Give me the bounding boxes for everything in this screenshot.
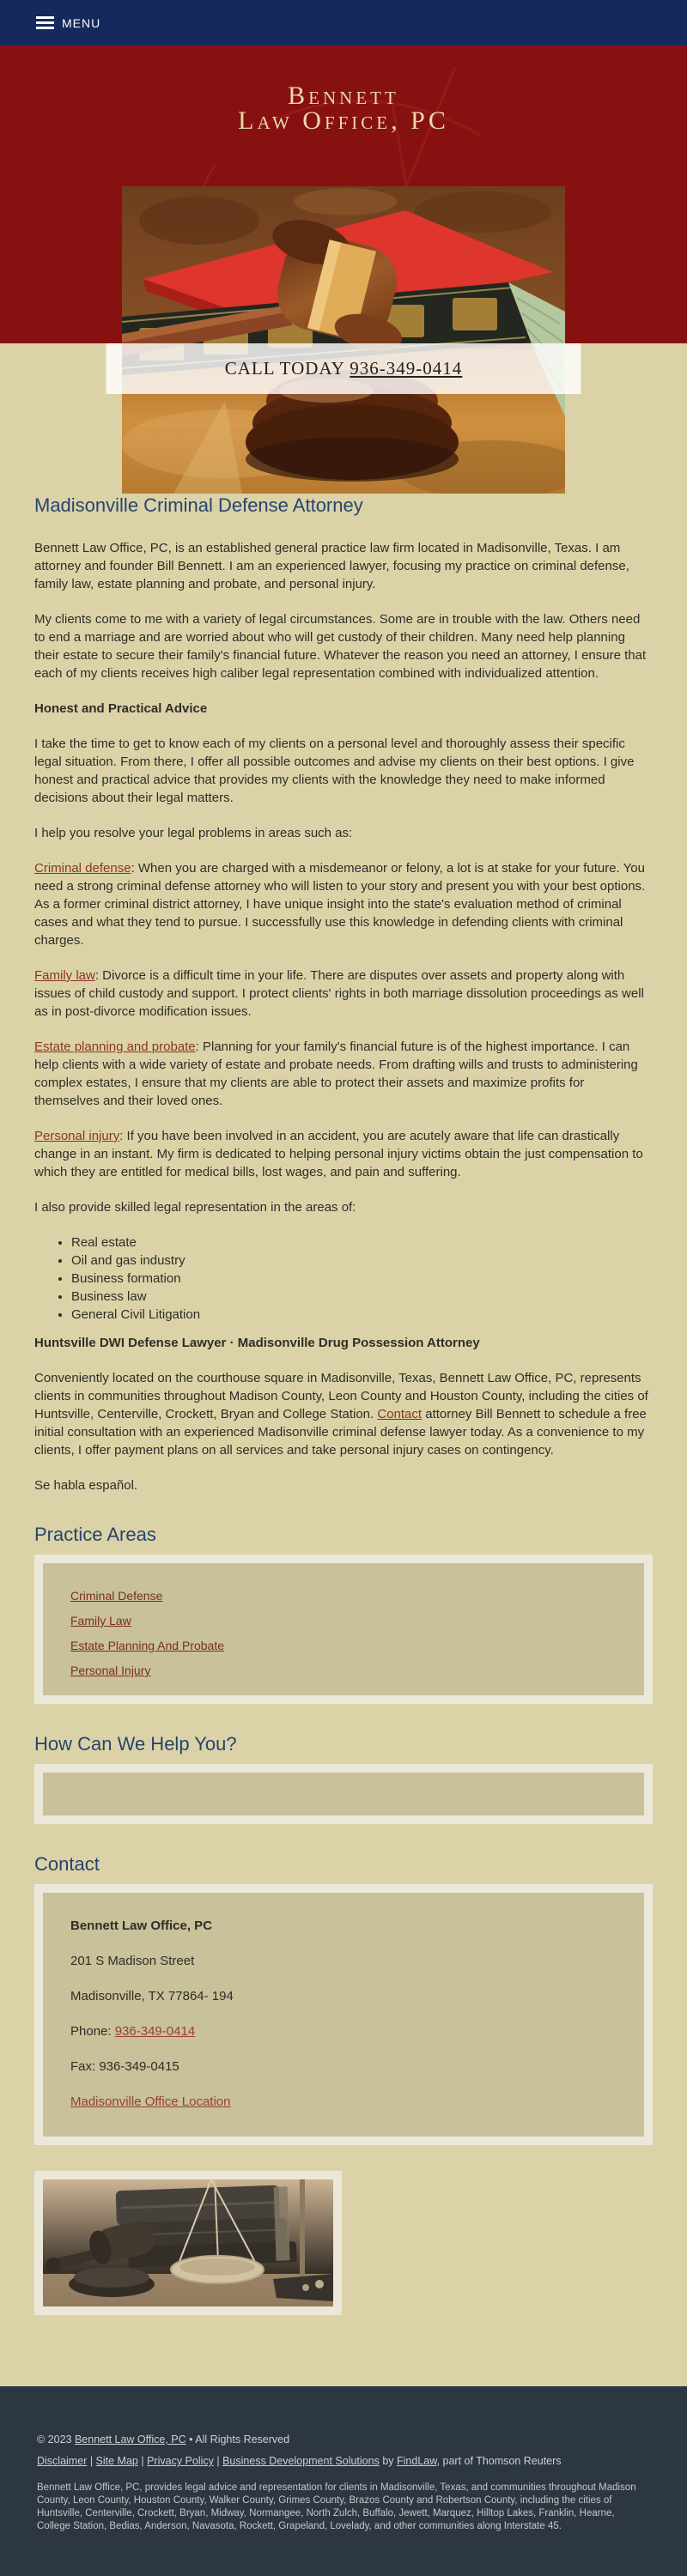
menu-button[interactable] xyxy=(36,16,100,30)
practice-link-family-law[interactable]: Family Law xyxy=(70,1614,131,1627)
separator: | xyxy=(137,2455,148,2467)
site-title-line2: Law Office, PC xyxy=(238,106,449,135)
practice-link-personal-injury[interactable]: Personal Injury xyxy=(70,1664,151,1677)
practice-link-estate-planning[interactable]: Estate Planning And Probate xyxy=(70,1639,225,1652)
site-footer xyxy=(0,2386,687,2576)
resolve-lead: I help you resolve your legal problems in areas such as: xyxy=(34,826,353,840)
site-title-line1: Bennett xyxy=(288,82,399,110)
contact-phone-link[interactable]: 936-349-0414 xyxy=(114,2024,196,2039)
contact-link[interactable]: Contact xyxy=(377,1407,423,1421)
area-text-estate: : Planning for your family's financial future is of the highest importance. I can help clients with a wide variety of estate and probate needs. From drafting wills and trusts to administering complex estates, I ensure that my clients are able to protect their assets and maximize profits for themselves and their loved ones. xyxy=(34,1039,638,1108)
top-navigation-bar xyxy=(0,0,687,45)
espanol-note: Se habla español. xyxy=(34,1478,138,1493)
practice-areas-heading: Practice Areas xyxy=(34,1524,156,1545)
phone-line xyxy=(70,2022,627,2040)
site-map-link[interactable]: Site Map xyxy=(95,2455,138,2467)
intro-paragraph-2: My clients come to me with a variety of legal circumstances. Some are in trouble with the law. Others need to end a marriage and are worried about who will get custody of their children. Many need help planning their estate to secure their family's financial future. Whatever the reason you need an attorney, I ensure that each of my clients receives high caliber legal representation combined with individualized attention. xyxy=(34,612,647,681)
area-paragraph-estate xyxy=(34,1038,653,1110)
hero-header xyxy=(0,45,687,379)
scales-gavel-photo xyxy=(34,2171,342,2315)
area-text-injury: : If you have been involved in an accident, you are acutely aware that life can drastically change in an instant. My firm is dedicated to helping personal injury victims obtain the just compensation to which they are entitled for medical bills, lost wages, and pain and suffering. xyxy=(34,1129,643,1179)
disclaimer-link[interactable]: Disclaimer xyxy=(37,2455,88,2467)
also-lead: I also provide skilled legal representation in the areas of: xyxy=(34,1200,356,1215)
call-today-text: CALL TODAY xyxy=(224,358,350,379)
separator: | xyxy=(213,2455,223,2467)
findlaw-link[interactable]: FindLaw xyxy=(397,2455,437,2467)
area-paragraph-injury xyxy=(34,1127,653,1181)
copyright-suffix: • All Rights Reserved xyxy=(185,2434,290,2446)
street-address: 201 S Madison Street xyxy=(70,1954,195,1968)
help-heading: How Can We Help You? xyxy=(34,1733,237,1755)
practice-areas-panel xyxy=(34,1555,653,1704)
list-item: • Real estate xyxy=(71,1233,653,1252)
by-text: by xyxy=(379,2455,397,2467)
help-form-placeholder xyxy=(43,1773,644,1815)
practice-areas-list xyxy=(43,1563,644,1695)
list-item: • Business law xyxy=(71,1288,653,1306)
practice-bullet-list xyxy=(34,1233,653,1324)
criminal-defense-link[interactable]: Criminal defense xyxy=(34,861,131,876)
page-title: Madisonville Criminal Defense Attorney xyxy=(34,494,363,516)
footer-firm-link[interactable]: Bennett Law Office, PC xyxy=(74,2434,186,2446)
firm-name: Bennett Law Office, PC xyxy=(70,1918,213,1933)
honest-advice-heading: Honest and Practical Advice xyxy=(34,701,208,716)
list-item: • Business formation xyxy=(71,1270,653,1288)
copyright-prefix: © 2023 xyxy=(37,2434,75,2446)
help-form-panel xyxy=(34,1764,653,1824)
law-books-gavel-photo xyxy=(122,186,565,494)
personal-injury-link[interactable]: Personal injury xyxy=(34,1129,120,1143)
map-line xyxy=(70,2093,627,2111)
contact-panel xyxy=(34,1884,653,2145)
estate-planning-link[interactable]: Estate planning and probate xyxy=(34,1039,196,1054)
local-seo-heading: Huntsville DWI Defense Lawyer · Madisonville Drug Possession Attorney xyxy=(34,1336,480,1350)
separator: | xyxy=(87,2455,96,2467)
list-item: • General Civil Litigation xyxy=(71,1306,653,1324)
contact-heading: Contact xyxy=(34,1853,100,1875)
main-content xyxy=(0,343,687,2315)
phone-label: Phone: xyxy=(70,2024,115,2039)
intro-paragraph-1: Bennett Law Office, PC, is an established general practice law firm located in Madisonville, Texas. I am attorney and founder Bill Bennett. I am an experienced lawyer, focusing my practice on criminal defense, family law, estate planning and probate, and personal injury. xyxy=(34,541,629,591)
area-paragraph-criminal xyxy=(34,859,653,949)
privacy-policy-link[interactable]: Privacy Policy xyxy=(147,2455,214,2467)
honest-advice-paragraph: I take the time to get to know each of my clients on a personal level and thoroughly assess their specific legal situation. From there, I offer all possible outcomes and advise my clients on their best options. I give honest and practical advice that provides my clients with the knowledge they need to make informed decisions about their legal matters. xyxy=(34,736,635,805)
menu-label: MENU xyxy=(62,15,101,30)
local-text-before: Conveniently located on the courthouse square in Madisonville, Texas, Bennett Law Office, PC, represents clients in communities throughout Madison County, Leon County and Houston County, including the cities of Huntsville, Centerville, Crockett, Bryan and College Station. xyxy=(34,1371,648,1421)
area-paragraph-family xyxy=(34,967,653,1021)
service-area-paragraph: Bennett Law Office, PC, provides legal advice and representation for clients in Madisonville, Texas, and communities throughout Madison County, Leon County, Houston County, Walker County, Grimes County, Brazos County and Robertson County, including the cities of Huntsville, Centerville, Crockett, Bryan, Midway, Normangee, North Zulch, Buffalo, Jewett, Marquez, Hilltop Lakes, Franklin, Hearne, College Station, Bedias, Anderson, Navasota, Rockett, Grapeland, Lovelady, and other communities along Interstate 45. xyxy=(37,2482,636,2531)
copyright-line xyxy=(37,2433,648,2446)
list-item: • Oil and gas industry xyxy=(71,1252,653,1270)
phone-link[interactable]: 936-349-0414 xyxy=(350,358,463,379)
family-law-link[interactable]: Family law xyxy=(34,968,95,983)
site-title xyxy=(0,45,687,133)
city-state-zip: Madisonville, TX 77864- 194 xyxy=(70,1989,234,2003)
area-text-family: : Divorce is a difficult time in your life. There are disputes over assets and property along with issues of child custody and support. I protect clients' rights in both marriage dissolution proceedings as well as in post-divorce modification issues. xyxy=(34,968,644,1019)
contact-card xyxy=(43,1893,644,2137)
area-text-criminal: : When you are charged with a misdemeanor or felony, a lot is at stake for your future. You need a strong criminal defense attorney who will listen to your story and present you with your best options. As a former criminal district attorney, I have unique insight into the state's evaluation method of criminal cases and what they tend to pursue. I successfully use this knowledge in defending clients with criminal charges. xyxy=(34,861,646,948)
fax-line: Fax: 936-349-0415 xyxy=(70,2059,179,2074)
practice-link-criminal-defense[interactable]: Criminal Defense xyxy=(70,1589,163,1603)
hamburger-menu-icon xyxy=(36,16,54,29)
call-today-banner xyxy=(106,343,581,394)
office-location-link[interactable]: Madisonville Office Location xyxy=(70,2094,231,2109)
local-paragraph xyxy=(34,1369,653,1459)
local-text-after: attorney Bill Bennett to schedule a free initial consultation with an experienced Madisonville criminal defense lawyer today. As a convenience to my clients, I offer payment plans on all services and take personal injury cases on contingency. xyxy=(34,1407,647,1458)
business-development-link[interactable]: Business Development Solutions xyxy=(222,2455,380,2467)
footer-links-line xyxy=(37,2454,648,2468)
findlaw-suffix: , part of Thomson Reuters xyxy=(436,2455,562,2467)
